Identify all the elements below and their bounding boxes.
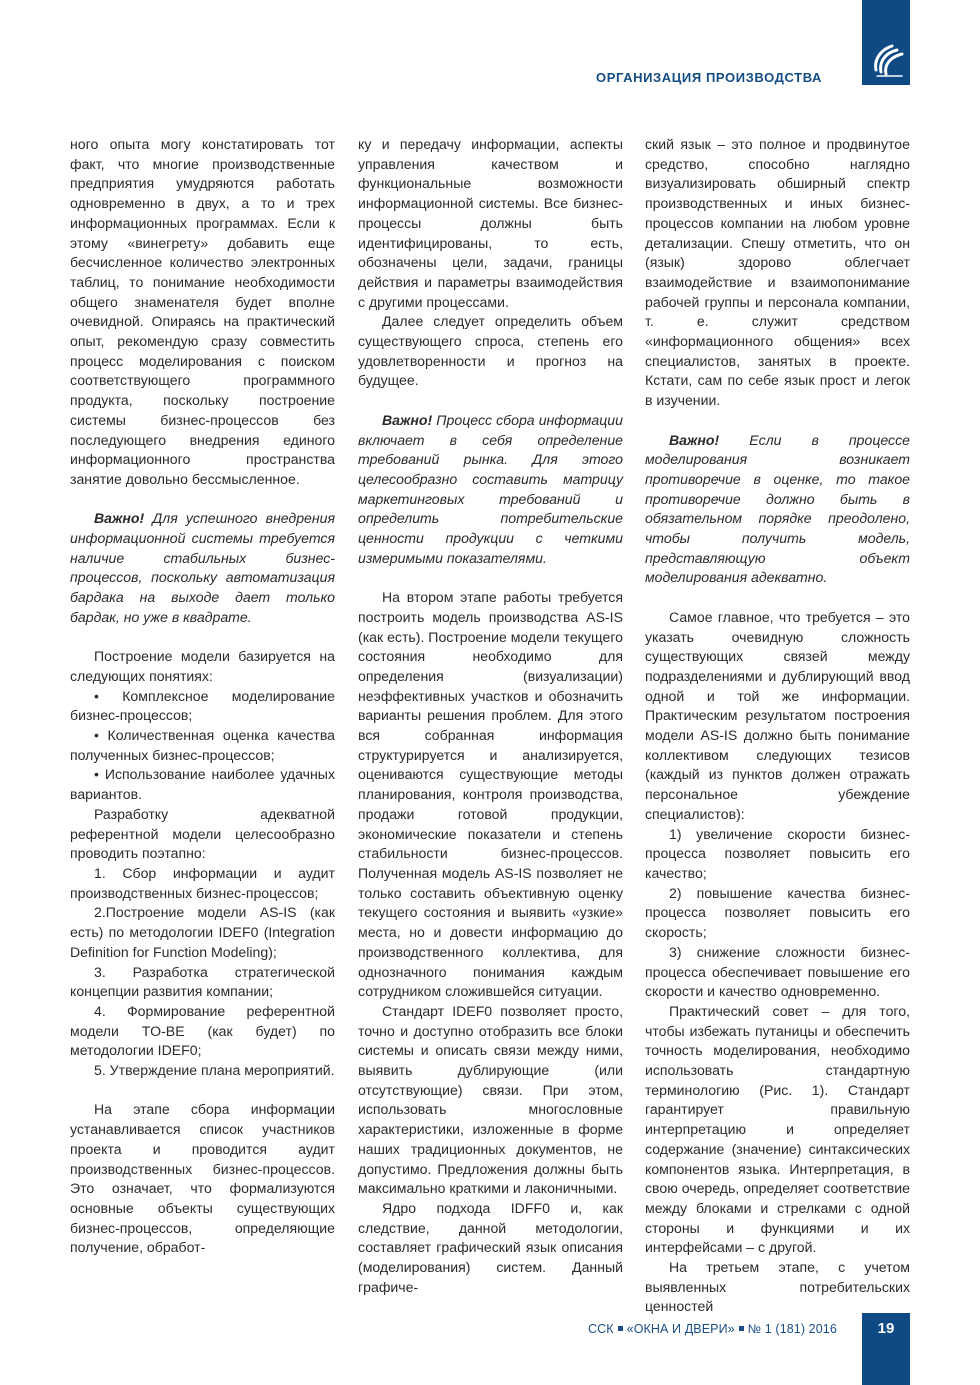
important-note <box>358 411 623 569</box>
paragraph: ский язык – это полное и продвинутое средство, способно наглядно визуализировать обширный спектр производственных и иных бизнес-процессов компании на любом уровне детализации. Спешу отметить, что он (язык) здорово облегчает взаимодействие и взаимопонимание рабочей группы и персонала компании, т. е. служит средством «информационного общения» всех специалистов, занятых в проекте. Кстати, сам по себе язык прост и легок в изучении. <box>645 136 910 409</box>
important-note <box>70 509 335 627</box>
paragraph: ного опыта могу констатировать тот факт, что многие производственные предприятия умудряются работать одновременно в двух, а то и трех информационных программах. Если к этому «винегрету» добавить еще бесчисленное количество электронных таблиц, то понимание необходимости общего знаменателя будет вполне очевидной. Опираясь на практический опыт, рекомендую сразу совместить процесс моделирования с поиском соответствующего программного продукта, поскольку построение системы бизнес-процессов без последующего внедрения единого информационного пространства занятие довольно бессмысленное. <box>70 136 335 487</box>
bullet-item: • Комплексное моделирование бизнес-процессов; <box>70 687 335 724</box>
footer-magazine: «ОКНА И ДВЕРИ» <box>626 1322 735 1336</box>
note-text: Процесс сбора информации включает в себя определение требований рынка. Для этого целесообразно составить матрицу маркетинговых требований и определить потребительские ценности продукции с четкими измеримыми показателями. <box>358 411 623 566</box>
footer-publisher: ССК <box>588 1322 614 1336</box>
bullet-item: • Количественная оценка качества полученных бизнес-процессов; <box>70 727 335 763</box>
numbered-item: 1. Сбор информации и аудит производственных бизнес-процессов; <box>70 864 335 901</box>
numbered-item: 2.Построение модели AS-IS (как есть) по методологии IDEF0 (Integration Definition for Function Modeling); <box>70 904 335 960</box>
note-text: Для успешного внедрения информационной системы требуется наличие стабильных бизнес-процессов, поскольку автоматизация бардака на выходе дает только бардак, но уже в квадрате. <box>70 510 335 625</box>
footer-issue: № 1 (181) 2016 <box>747 1322 837 1336</box>
paragraph: На втором этапе работы требуется построить модель производства AS-IS (как есть). Построение модели текущего состояния необходимо для определения (визуализации) неэффективных участков и обозначить варианты решения проблем. Для этого вся собранная информация структурируется и анализируется, оцениваются существующие методы планирования, контроля производства, продажи готовой продукции, экономические показатели и степень стабильности бизнес-процессов. Полученная модель AS-IS позволяет не только составить объективную оценку текущего состояния и выявить «узкие» места, но и довести информацию до производственного коллектива, для однозначного понимания каждым сотрудником сложившейся ситуации. <box>358 589 623 1000</box>
important-note <box>645 431 910 589</box>
text-column-2 <box>358 135 623 1297</box>
paragraph: На третьем этапе, с учетом выявленных потребительских ценностей <box>645 1259 910 1315</box>
note-lead: Важно! <box>382 411 433 428</box>
numbered-item: 3) снижение сложности бизнес-процесса обеспечивает повышение его скорости и качество одновременно. <box>645 943 910 1000</box>
bullet-item: • Использование наиболее удачных вариантов. <box>70 766 335 803</box>
numbered-item: 3. Разработка стратегической концепции развития компании; <box>70 963 335 1000</box>
text-column-3 <box>645 135 910 1317</box>
paragraph: Далее следует определить объем существующего спроса, степень его удовлетворенности и прогноз на будущее. <box>358 313 623 389</box>
note-lead: Важно! <box>94 510 145 527</box>
paragraph: Ядро подхода IDFF0 и, как следствие, данной методологии, составляет графический язык описания (моделирования) систем. Данный графиче- <box>358 1199 623 1295</box>
footer-citation <box>588 1322 837 1336</box>
paragraph: Стандарт IDEF0 позволяет просто, точно и доступно отобразить все блоки системы и описать связи между ними, выявить дублирующие (или отсутствующие) связи. При этом, использовать многословные характеристики, изложенные в форме наших традиционных документов, не допустимо. Предложения должны быть максимально краткими и лаконичными. <box>358 1002 623 1197</box>
separator-square-icon <box>618 1326 623 1331</box>
note-text: Если в процессе моделирования возникает противоречие в оценке, то такое противоречие должно быть в обязательном порядке преодолено, чтобы получить модель, представляющую объект моделирования адекватно. <box>645 431 910 586</box>
paragraph: Практический совет – для того, чтобы избежать путаницы и обеспечить точность моделирования, необходимо использовать стандартную терминологию (Рис. 1). Стандарт гарантирует правильную интерпретацию и определяет содержание (значение) синтаксических компонентов языка. Интерпретация, в свою очередь, определяет соответствие между блоками и стрелками с одной стороны и функциями и их интерфейсами – с другой. <box>645 1002 910 1256</box>
paragraph: ку и передачу информации, аспекты управления качеством и функциональные возможности информационной системы. Все бизнес-процессы должны быть идентифицированы, то есть, обозначены цели, задачи, границы действия и параметры взаимодействия с другими процессами. <box>358 136 623 310</box>
numbered-item: 5. Утверждение плана мероприятий. <box>94 1062 335 1079</box>
numbered-item: 4. Формирование референтной модели TO-BE (как будет) по методологии IDEF0; <box>70 1002 335 1059</box>
paragraph: Построение модели базируется на следующих понятиях: <box>70 648 335 684</box>
numbered-item: 1) увеличение скорости бизнес-процесса позволяет повысить его качество; <box>645 825 910 881</box>
section-title: ОРГАНИЗАЦИЯ ПРОИЗВОДСТВА <box>596 70 823 85</box>
paragraph: Разработку адекватной референтной модели целесообразно проводить поэтапно: <box>70 805 335 862</box>
paragraph: Самое главное, что требуется – это указать очевидную сложность существующих связей между подразделениями и дублирующий ввод одной и той же информации. Практическим результатом построения модели AS-IS должно быть понимание коллективом следующих тезисов (каждый из пунктов должен отражать персональное убеждение специалистов): <box>645 608 910 822</box>
numbered-item: 2) повышение качества бизнес-процесса позволяет повысить его скорость; <box>645 884 910 941</box>
text-column-1 <box>70 135 335 1258</box>
page-number: 19 <box>877 1320 895 1337</box>
paragraph: На этапе сбора информации устанавливается список участников проекта и проводится аудит производственных бизнес-процессов. Это означает, что формализуются основные объекты существующих бизнес-процессов, определяющие получение, обработ- <box>70 1101 335 1256</box>
separator-square-icon <box>739 1326 744 1331</box>
publisher-logo-icon <box>868 40 906 80</box>
note-lead: Важно! <box>669 431 720 448</box>
